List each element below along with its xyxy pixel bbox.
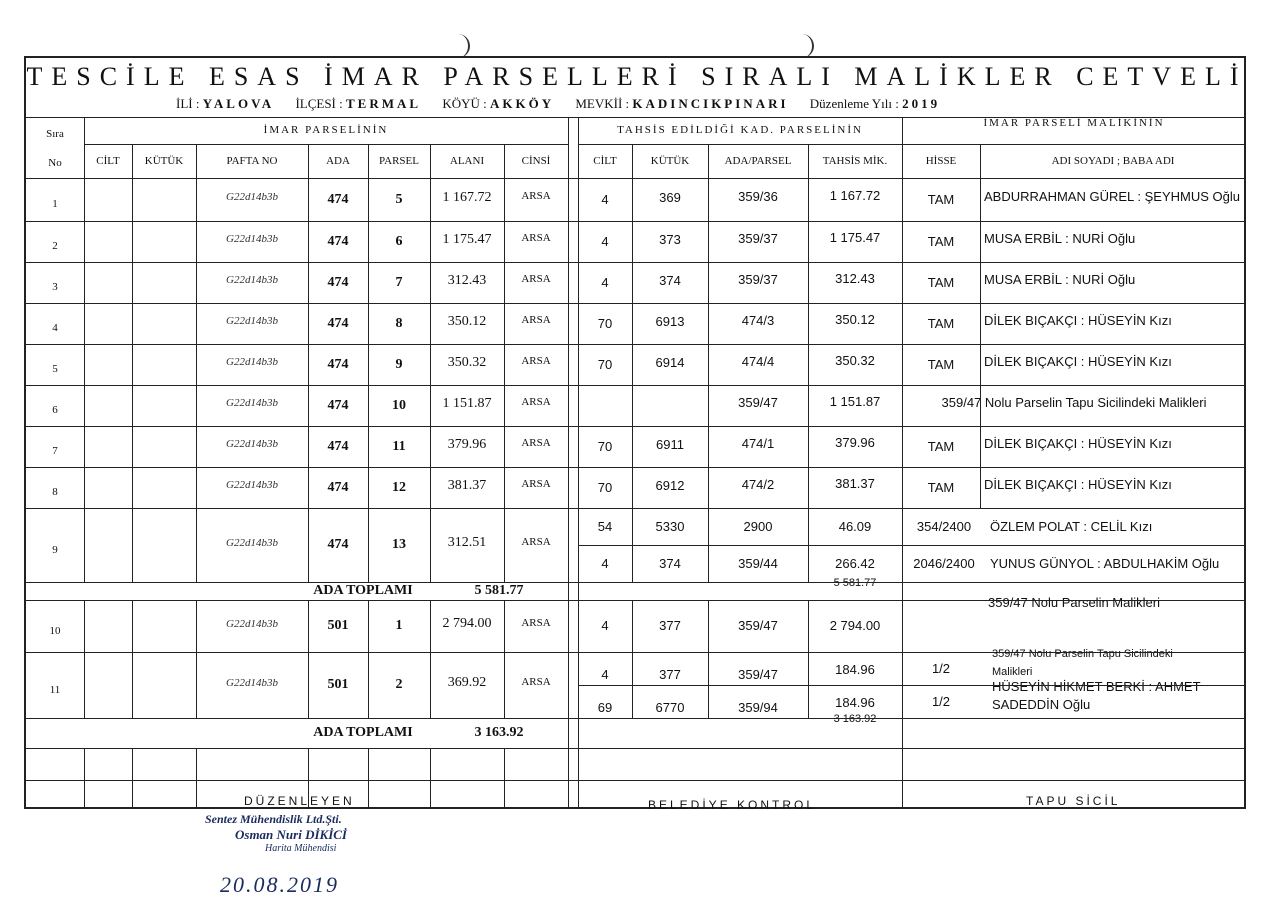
- alani-value: 381.37: [447, 478, 487, 493]
- column-line: [84, 748, 85, 808]
- header-alani: ALANI: [449, 155, 485, 167]
- yil-label: Düzenleme Yılı :: [809, 96, 899, 111]
- header-no: No: [48, 157, 62, 169]
- tahsis-miktar: 1 175.47: [829, 230, 881, 245]
- column-line: [504, 748, 505, 808]
- alani-value: 2 794.00: [442, 616, 492, 631]
- pafta-no: G22d14b3b: [226, 274, 278, 286]
- parsel-value: 1: [395, 618, 403, 633]
- row-line: [26, 652, 1246, 653]
- column-line: [632, 144, 633, 582]
- column-line: [196, 144, 197, 508]
- row-line: [26, 467, 1246, 468]
- parsel-value: 9: [395, 357, 403, 372]
- document-title: TESCİLE ESAS İMAR PARSELLERİ SIRALI MALİKLER CETVELİ: [26, 62, 1248, 91]
- row-line: [26, 303, 1246, 304]
- malik-name-line1: 359/47 Nolu Parselin Tapu Sicilindeki: [992, 648, 1173, 660]
- column-line: [308, 600, 309, 718]
- malik-name-line1: HÜSEYİN HİKMET BERKİ : AHMET: [992, 679, 1201, 694]
- ada-toplami-501-value: 3 163.92: [474, 725, 524, 740]
- row-line: [26, 582, 1246, 583]
- row-line: [26, 718, 1246, 719]
- hisse-value: TAM: [927, 316, 955, 331]
- pafta-no: G22d14b3b: [226, 315, 278, 327]
- tahsis-kutuk: 5330: [655, 519, 685, 534]
- alani-value: 1 167.72: [442, 190, 492, 205]
- column-line: [430, 144, 431, 508]
- ada-value: 474: [327, 316, 349, 331]
- alani-value: 1 175.47: [442, 232, 492, 247]
- ada-toplami-501-label: ADA TOPLAMI: [313, 725, 413, 740]
- hisse-value: 1/2: [931, 661, 951, 676]
- tahsis-miktar: 379.96: [835, 435, 875, 450]
- tahsis-kutuk: 369: [659, 190, 681, 205]
- alani-value: 312.51: [447, 535, 487, 550]
- punch-hole-right: [802, 34, 814, 58]
- cinsi-value: ARSA: [521, 478, 551, 490]
- column-line: [196, 508, 197, 582]
- header-t-kutuk: KÜTÜK: [650, 155, 690, 167]
- hisse-value: TAM: [927, 439, 955, 454]
- tahsis-kutuk: 374: [659, 273, 681, 288]
- header-t-cilt: CİLT: [593, 155, 617, 167]
- pafta-no: G22d14b3b: [226, 537, 278, 549]
- tahsis-ada-parsel: 359/37: [738, 231, 778, 246]
- tahsis-miktar: 350.32: [835, 353, 875, 368]
- tahsis-cilt: 70: [597, 357, 613, 372]
- alani-value: 379.96: [447, 437, 487, 452]
- signature-date: 20.08.2019: [220, 872, 339, 897]
- stamp-company: Sentez Mühendislik Ltd.Şti.: [205, 812, 342, 826]
- column-line: [132, 508, 133, 582]
- malik-name: ABDURRAHMAN GÜREL : ŞEYHMUS Oğlu: [984, 189, 1240, 204]
- column-line: [632, 600, 633, 718]
- column-line: [132, 748, 133, 808]
- ada-value: 474: [327, 480, 349, 495]
- tahsis-ada-parsel: 359/36: [738, 189, 778, 204]
- row-no: 11: [49, 684, 61, 696]
- tahsis-cilt: 4: [601, 234, 609, 249]
- tahsis-ada-parsel: 359/47: [738, 618, 778, 633]
- empty-row-line: [26, 780, 1246, 781]
- ada-value: 474: [327, 439, 349, 454]
- row-no: 3: [52, 281, 58, 293]
- koy-label: KÖYÜ :: [442, 96, 487, 111]
- column-line: [308, 508, 309, 582]
- tahsis-kutuk: 6914: [655, 355, 685, 370]
- malik-name-line2: SADEDDİN Oğlu: [992, 697, 1091, 712]
- column-line: [196, 600, 197, 718]
- tahsis-cilt: 70: [597, 480, 613, 495]
- pafta-no: G22d14b3b: [226, 356, 278, 368]
- tapu-sicil-label: TAPU SİCİL: [1026, 794, 1121, 808]
- row-no: 7: [52, 445, 58, 457]
- alani-value: 369.92: [447, 675, 487, 690]
- stamp-title: Harita Mühendisi: [265, 843, 337, 854]
- header-tahsis: TAHSİS EDİLDİĞİ KAD. PARSELİNİN: [617, 124, 863, 136]
- tahsis-cilt: 54: [597, 519, 613, 534]
- hisse-value: TAM: [927, 192, 955, 207]
- parsel-value: 12: [392, 480, 406, 495]
- header-cinsi: CİNSİ: [521, 155, 551, 167]
- parsel-value: 5: [395, 192, 403, 207]
- alani-value: 1 151.87: [442, 396, 492, 411]
- ilce-label: İLÇESİ :: [295, 96, 343, 111]
- row-line: [26, 262, 1246, 263]
- ada-value: 474: [327, 192, 349, 207]
- header-ada: ADA: [326, 155, 350, 167]
- tahsis-ada-parsel: 359/47: [738, 395, 778, 410]
- column-line: [368, 144, 369, 508]
- header-t-adaparsel: ADA/PARSEL: [724, 155, 792, 167]
- tahsis-miktar: 1 167.72: [829, 188, 881, 203]
- row-no: 1: [52, 198, 58, 210]
- row-line: [26, 221, 1246, 222]
- tahsis-ada-parsel: 474/3: [741, 313, 775, 328]
- malik-name: DİLEK BIÇAKÇI : HÜSEYİN Kızı: [984, 477, 1172, 492]
- cinsi-value: ARSA: [521, 190, 551, 202]
- parsel-value: 8: [395, 316, 403, 331]
- row-no: 8: [52, 486, 58, 498]
- alani-value: 312.43: [447, 273, 487, 288]
- tahsis-ada-parsel: 2900: [743, 519, 773, 534]
- hisse-value: TAM: [927, 480, 955, 495]
- malik-name: DİLEK BIÇAKÇI : HÜSEYİN Kızı: [984, 354, 1172, 369]
- total-line: [26, 748, 1246, 749]
- cinsi-value: ARSA: [521, 676, 551, 688]
- header-hisse: HİSSE: [925, 155, 957, 167]
- cinsi-value: ARSA: [521, 617, 551, 629]
- ada-value: 474: [327, 398, 349, 413]
- total-line: [26, 600, 1246, 601]
- header-top-line: [26, 117, 1246, 118]
- column-line: [132, 600, 133, 718]
- header-cilt: CİLT: [96, 155, 120, 167]
- header-sira: Sıra: [46, 128, 64, 140]
- malik-name: MUSA ERBİL : NURİ Oğlu: [984, 231, 1136, 246]
- pafta-no: G22d14b3b: [226, 677, 278, 689]
- tahsis-ada-parsel: 474/1: [741, 436, 775, 451]
- ilce-value: TERMAL: [346, 96, 422, 111]
- malik-name-line2: Malikleri: [992, 666, 1033, 678]
- il-value: YALOVA: [202, 96, 275, 111]
- column-line: [308, 144, 309, 508]
- tahsis-kutuk: 377: [659, 618, 681, 633]
- parsel-value: 10: [392, 398, 406, 413]
- parsel-value: 11: [392, 439, 406, 454]
- tahsis-miktar: 46.09: [838, 519, 872, 534]
- row-no: 5: [52, 363, 58, 375]
- location-info: [176, 96, 958, 112]
- hisse-value: TAM: [927, 234, 955, 249]
- tahsis-kutuk: 377: [659, 667, 681, 682]
- row9-split-line: [578, 545, 1246, 546]
- column-line: [808, 600, 809, 718]
- engineer-stamp: [205, 812, 347, 854]
- tahsis-miktar: 184.96: [835, 695, 875, 710]
- mevki-value: KADINCIKPINARI: [632, 96, 789, 111]
- il-label: İLİ :: [176, 96, 200, 111]
- parsel-value: 7: [395, 275, 403, 290]
- section-line: [568, 117, 569, 808]
- ada-toplami-474-tahsis: 5 581.77: [833, 577, 877, 589]
- koy-value: AKKÖY: [489, 96, 555, 111]
- ada-value: 501: [327, 618, 349, 633]
- cinsi-value: ARSA: [521, 396, 551, 408]
- header-imar-parselinin: İMAR PARSELİNİN: [263, 124, 389, 136]
- tahsis-kutuk: 6911: [656, 437, 684, 452]
- column-line: [430, 508, 431, 582]
- column-line: [504, 508, 505, 582]
- mevki-label: MEVKİİ :: [575, 96, 630, 111]
- duzenleyen-label: DÜZENLEYEN: [244, 794, 355, 808]
- row11-split-line: [578, 685, 1246, 686]
- cinsi-value: ARSA: [521, 437, 551, 449]
- tahsis-ada-parsel: 359/47: [738, 667, 778, 682]
- header-pafta: PAFTA NO: [226, 155, 278, 167]
- section-line: [578, 117, 579, 808]
- tahsis-ada-parsel: 359/94: [738, 700, 778, 715]
- tahsis-miktar: 350.12: [835, 312, 875, 327]
- malik-name: 359/47 Nolu Parselin Tapu Sicilindeki Malikleri: [941, 395, 1207, 410]
- tahsis-miktar: 266.42: [835, 556, 875, 571]
- ada-value: 474: [327, 357, 349, 372]
- tahsis-kutuk: 374: [659, 556, 681, 571]
- pafta-no: G22d14b3b: [226, 397, 278, 409]
- yil-value: 2019: [902, 96, 941, 111]
- tahsis-miktar: 381.37: [835, 476, 875, 491]
- malik-name: 359/47 Nolu Parselin Malikleri: [988, 595, 1160, 610]
- malik-name: DİLEK BIÇAKÇI : HÜSEYİN Kızı: [984, 313, 1172, 328]
- tahsis-ada-parsel: 474/2: [741, 477, 775, 492]
- malik-name: ÖZLEM POLAT : CELİL Kızı: [990, 519, 1153, 534]
- tahsis-cilt: 4: [601, 192, 609, 207]
- hisse-value: 2046/2400: [913, 556, 975, 571]
- column-line: [504, 600, 505, 718]
- parsel-value: 13: [392, 537, 406, 552]
- header-adi: ADI SOYADI ; BABA ADI: [1051, 155, 1175, 167]
- tahsis-cilt: [578, 385, 632, 426]
- parsel-value: 6: [395, 234, 403, 249]
- header-mid-line: [578, 144, 1246, 145]
- header-bottom-line: [26, 178, 1246, 179]
- tahsis-kutuk: 6912: [655, 478, 685, 493]
- tahsis-cilt: 4: [601, 618, 609, 633]
- pafta-no: G22d14b3b: [226, 618, 278, 630]
- hisse-value: TAM: [927, 275, 955, 290]
- cinsi-value: ARSA: [521, 355, 551, 367]
- column-line: [430, 748, 431, 808]
- punch-hole-left: [458, 34, 470, 58]
- ada-toplami-474-value: 5 581.77: [474, 583, 524, 598]
- pafta-no: G22d14b3b: [226, 479, 278, 491]
- header-kutuk: KÜTÜK: [144, 155, 184, 167]
- ada-toplami-474-label: ADA TOPLAMI: [313, 583, 413, 598]
- belediye-kontrol-label: BELEDİYE KONTROL: [648, 798, 817, 812]
- column-line: [980, 144, 981, 508]
- tahsis-cilt: 4: [601, 667, 609, 682]
- row-no: 6: [52, 404, 58, 416]
- column-line: [430, 600, 431, 718]
- header-mid-line: [84, 144, 568, 145]
- column-line: [84, 117, 85, 582]
- tahsis-kutuk: 6913: [655, 314, 685, 329]
- cinsi-value: ARSA: [521, 314, 551, 326]
- tahsis-miktar: 184.96: [835, 662, 875, 677]
- tahsis-cilt: 4: [601, 275, 609, 290]
- column-line: [708, 600, 709, 718]
- tahsis-kutuk: 373: [659, 232, 681, 247]
- column-line: [504, 144, 505, 508]
- tahsis-cilt: 4: [601, 556, 609, 571]
- row-line: [26, 385, 1246, 386]
- tahsis-miktar: 312.43: [835, 271, 875, 286]
- column-line: [368, 508, 369, 582]
- tahsis-miktar: 1 151.87: [829, 394, 881, 409]
- column-line: [902, 144, 903, 748]
- tahsis-ada-parsel: 359/37: [738, 272, 778, 287]
- tahsis-kutuk: 6770: [655, 700, 685, 715]
- malik-name: DİLEK BIÇAKÇI : HÜSEYİN Kızı: [984, 436, 1172, 451]
- column-line: [196, 748, 197, 808]
- stamp-name: Osman Nuri DİKİCİ: [235, 827, 347, 842]
- ada-value: 501: [327, 677, 349, 692]
- pafta-no: G22d14b3b: [226, 191, 278, 203]
- hisse-value: 1/2: [931, 694, 951, 709]
- header-t-mik: TAHSİS MİK.: [822, 155, 888, 167]
- ada-value: 474: [327, 537, 349, 552]
- hisse-value: 354/2400: [916, 519, 972, 534]
- row-no: 10: [49, 625, 61, 637]
- row-line: [26, 344, 1246, 345]
- alani-value: 350.32: [447, 355, 487, 370]
- row-line: [26, 508, 1246, 509]
- alani-value: 350.12: [447, 314, 487, 329]
- tahsis-ada-parsel: 474/4: [741, 354, 775, 369]
- cinsi-value: ARSA: [521, 273, 551, 285]
- column-line: [368, 748, 369, 808]
- column-line: [84, 600, 85, 718]
- tahsis-ada-parsel: 359/44: [738, 556, 778, 571]
- tahsis-cilt: 69: [597, 700, 613, 715]
- column-line: [808, 144, 809, 582]
- column-line: [132, 144, 133, 508]
- ada-value: 474: [327, 234, 349, 249]
- column-line: [308, 748, 309, 808]
- row-no: 4: [52, 322, 58, 334]
- pafta-no: G22d14b3b: [226, 438, 278, 450]
- row-no: 9: [52, 544, 58, 556]
- pafta-no: G22d14b3b: [226, 233, 278, 245]
- malik-name: YUNUS GÜNYOL : ABDULHAKİM Oğlu: [990, 556, 1220, 571]
- column-line: [368, 600, 369, 718]
- header-parsel: PARSEL: [379, 155, 419, 167]
- header-malik: İMAR PARSELİ MALİKİNİN: [983, 117, 1165, 129]
- tahsis-cilt: 70: [597, 316, 613, 331]
- malik-name: MUSA ERBİL : NURİ Oğlu: [984, 272, 1136, 287]
- hisse-value: TAM: [927, 357, 955, 372]
- column-line: [708, 144, 709, 582]
- tahsis-miktar: 2 794.00: [829, 618, 881, 633]
- ada-toplami-501-tahsis: 3 163.92: [833, 713, 877, 725]
- tahsis-kutuk: [632, 385, 708, 422]
- cinsi-value: ARSA: [521, 232, 551, 244]
- parsel-value: 2: [395, 677, 403, 692]
- cinsi-value: ARSA: [521, 536, 551, 548]
- tahsis-cilt: 70: [597, 439, 613, 454]
- row-no: 2: [52, 240, 58, 252]
- ada-value: 474: [327, 275, 349, 290]
- row-line: [26, 426, 1246, 427]
